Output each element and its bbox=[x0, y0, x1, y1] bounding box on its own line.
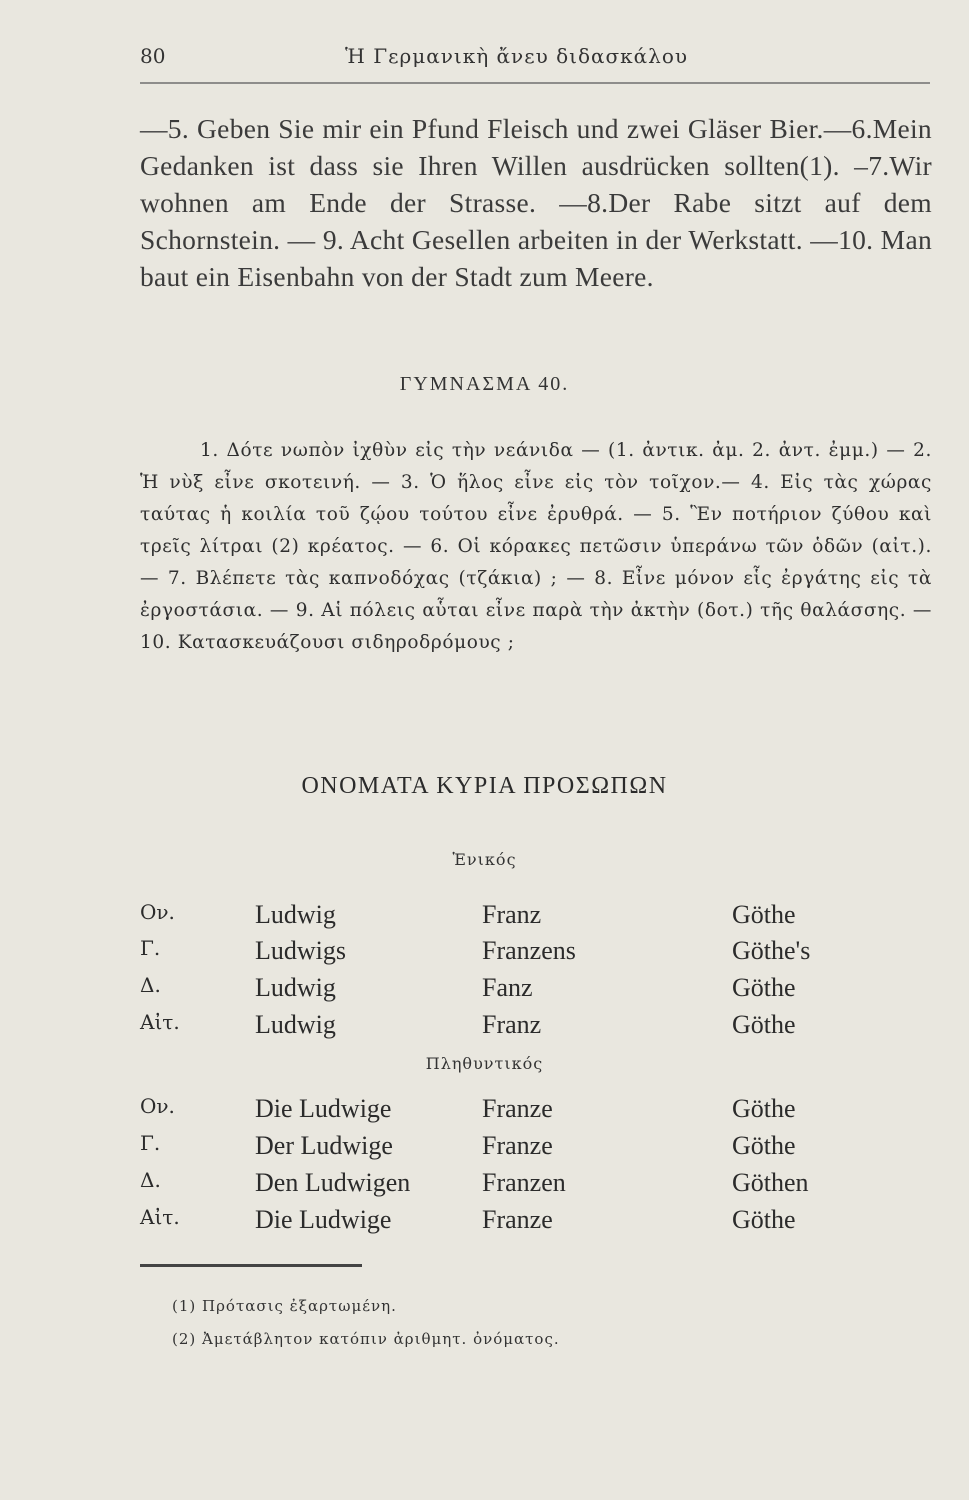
footnote-rule bbox=[140, 1264, 362, 1267]
table-row bbox=[0, 1131, 969, 1167]
german-exercise-text: —5. Geben Sie mir ein Pfund Fleisch und zwei Gläser Bier.—6.Mein Gedanken ist dass sie Ihren Willen ausdrücken sollten(1). –7.Wir wohnen am Ende der Strasse. —8.Der Rabe sitzt auf dem Schornstein. — 9. Acht Gesellen arbeiten in der Werkstatt. —10. Man baut ein Eisenbahn von der Stadt zum Meere. bbox=[140, 113, 932, 292]
table-row bbox=[0, 1205, 969, 1241]
ludwig-form: Ludwigs bbox=[255, 936, 346, 965]
table-row bbox=[0, 936, 969, 972]
ludwig-form: Die Ludwige bbox=[255, 1094, 392, 1123]
case-label: Ον. bbox=[140, 1094, 175, 1118]
case-label: Δ. bbox=[140, 973, 161, 997]
running-title: Ἡ Γερμανικὴ ἄνευ διδασκάλου bbox=[345, 44, 689, 68]
franz-form: Fanz bbox=[482, 973, 533, 1002]
greek-exercise bbox=[140, 435, 932, 659]
ludwig-form: Ludwig bbox=[255, 900, 336, 929]
goethe-form: Göthen bbox=[732, 1168, 809, 1197]
franz-form: Franze bbox=[482, 1094, 553, 1123]
ludwig-form: Der Ludwige bbox=[255, 1131, 393, 1160]
table-row bbox=[0, 1094, 969, 1130]
case-label: Δ. bbox=[140, 1168, 161, 1192]
case-label: Γ. bbox=[140, 936, 161, 960]
case-label: Αἰτ. bbox=[140, 1205, 180, 1229]
franz-form: Franze bbox=[482, 1205, 553, 1234]
goethe-form: Göthe bbox=[732, 1205, 796, 1234]
table-row bbox=[0, 973, 969, 1009]
footnote: (2) Ἀμετάβλητον κατόπιν ἀριθμητ. ὀνόματος. bbox=[172, 1330, 560, 1348]
header-rule bbox=[140, 82, 930, 84]
exercise-title: ΓΥΜΝΑΣΜΑ 40. bbox=[399, 373, 570, 395]
table-row bbox=[0, 900, 969, 936]
footnotes bbox=[172, 1290, 872, 1356]
franz-form: Franz bbox=[482, 1010, 542, 1039]
greek-exercise-text: 1. Δότε νωπὸν ἰχθὺν εἰς τὴν νεάνιδα — (1. ἀντικ. ἀμ. 2. ἀντ. ἐμμ.) — 2. Ἡ νὺξ εἶνε σκοτεινή. — 3. Ὁ ἥλος εἶνε εἰς τὸν τοῖχον.— 4. Εἰς τὰς χώρας ταύτας ἡ κοιλία τοῦ ζῴου τούτου εἶνε ἐρυθρά. — 5. Ἓν ποτήριον ζύθου καὶ τρεῖς λίτραι (2) κρέατος. — 6. Οἱ κόρακες πετῶσιν ὑπεράνω τῶν ὁδῶν (αἰτ.). — 7. Βλέπετε τὰς καπνοδόχας (τζάκια) ; — 8. Εἶνε μόνον εἷς ἐργάτης εἰς τὰ ἐργοστάσια. — 9. Αἱ πόλεις αὗται εἶνε παρὰ τὴν ἀκτὴν (δοτ.) τῆς θαλάσσης. — 10. Κατασκευάζουσι σιδηροδρόμους ; bbox=[140, 440, 932, 653]
footnote: (1) Πρότασις ἐξαρτωμένη. bbox=[172, 1297, 397, 1315]
german-exercise bbox=[140, 110, 932, 295]
page-number: 80 bbox=[140, 44, 166, 68]
ludwig-form: Ludwig bbox=[255, 973, 336, 1002]
franz-form: Franz bbox=[482, 900, 542, 929]
franz-form: Franzens bbox=[482, 936, 576, 965]
ludwig-form: Den Ludwigen bbox=[255, 1168, 411, 1197]
ludwig-form: Die Ludwige bbox=[255, 1205, 392, 1234]
goethe-form: Göthe bbox=[732, 900, 796, 929]
page-header bbox=[140, 44, 930, 74]
table-row bbox=[0, 1168, 969, 1204]
declension-title: ΟΝΟΜΑΤΑ ΚΥΡΙΑ ΠΡΟΣΩΠΩΝ bbox=[301, 773, 668, 799]
plural-label: Πληθυντικός bbox=[425, 1054, 544, 1073]
goethe-form: Göthe bbox=[732, 1131, 796, 1160]
goethe-form: Göthe bbox=[732, 973, 796, 1002]
goethe-form: Göthe bbox=[732, 1094, 796, 1123]
case-label: Ον. bbox=[140, 900, 175, 924]
goethe-form: Göthe bbox=[732, 1010, 796, 1039]
goethe-form: Göthe's bbox=[732, 936, 811, 965]
case-label: Αἰτ. bbox=[140, 1010, 180, 1034]
case-label: Γ. bbox=[140, 1131, 161, 1155]
ludwig-form: Ludwig bbox=[255, 1010, 336, 1039]
singular-label: Ἑνικός bbox=[452, 850, 517, 869]
table-row bbox=[0, 1010, 969, 1046]
franz-form: Franzen bbox=[482, 1168, 566, 1197]
franz-form: Franze bbox=[482, 1131, 553, 1160]
